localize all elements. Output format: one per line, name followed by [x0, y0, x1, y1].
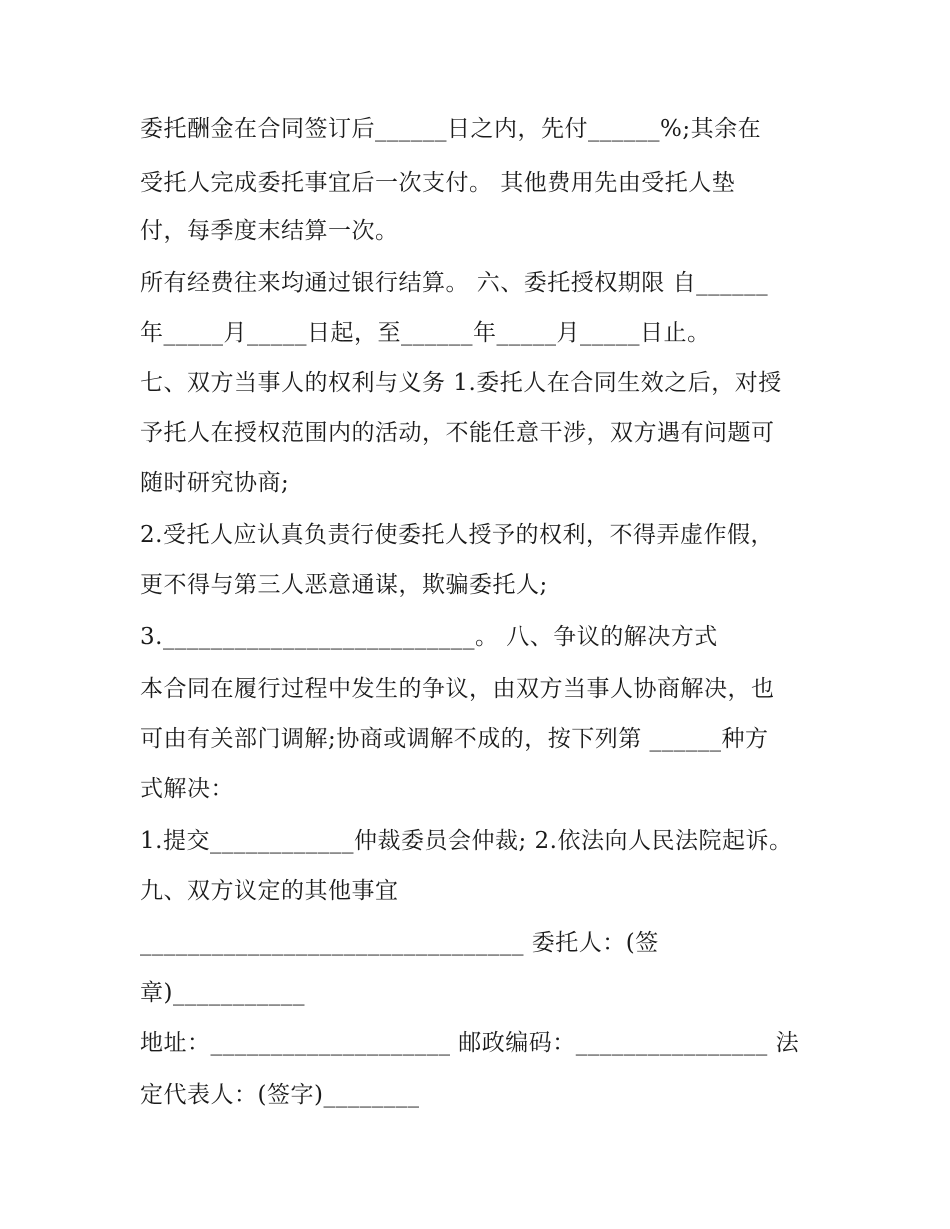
text-line: 可由有关部门调解;协商或调解不成的，按下列第 ______种方	[140, 726, 769, 752]
text-line: 地址：____________________ 邮政编码：________________ 法	[140, 1030, 800, 1056]
text-line: 九、双方议定的其他事宜	[140, 878, 399, 904]
text-line: 本合同在履行过程中发生的争议，由双方当事人协商解决，也	[140, 676, 775, 702]
text-line: 所有经费往来均通过银行结算。 六、委托授权期限 自______	[140, 270, 769, 296]
text-line: 3.__________________________。 八、争议的解决方式	[140, 624, 718, 650]
text-line: 更不得与第三人恶意通谋，欺骗委托人;	[140, 572, 548, 598]
text-line: 年_____月_____日起，至______年_____月_____日止。	[140, 320, 711, 346]
text-line: 章)___________	[140, 980, 305, 1006]
text-line: 予托人在授权范围内的活动，不能任意干涉，双方遇有问题可	[140, 420, 775, 446]
text-line: ________________________________ 委托人：(签	[140, 930, 659, 956]
text-line: 委托酬金在合同签订后______日之内，先付______%;其余在	[140, 116, 762, 142]
text-line: 七、双方当事人的权利与义务 1.委托人在合同生效之后，对授	[140, 370, 782, 396]
text-line: 定代表人：(签字)________	[140, 1082, 420, 1108]
text-line: 2.受托人应认真负责行使委托人授予的权利，不得弄虚作假，	[140, 522, 774, 548]
text-line: 式解决：	[140, 776, 234, 802]
text-line: 受托人完成委托事宜后一次支付。 其他费用先由受托人垫	[140, 170, 736, 196]
text-line: 1.提交____________仲裁委员会仲裁; 2.依法向人民法院起诉。	[140, 828, 793, 854]
text-line: 付，每季度末结算一次。	[140, 218, 399, 244]
text-line: 随时研究协商;	[140, 470, 290, 496]
